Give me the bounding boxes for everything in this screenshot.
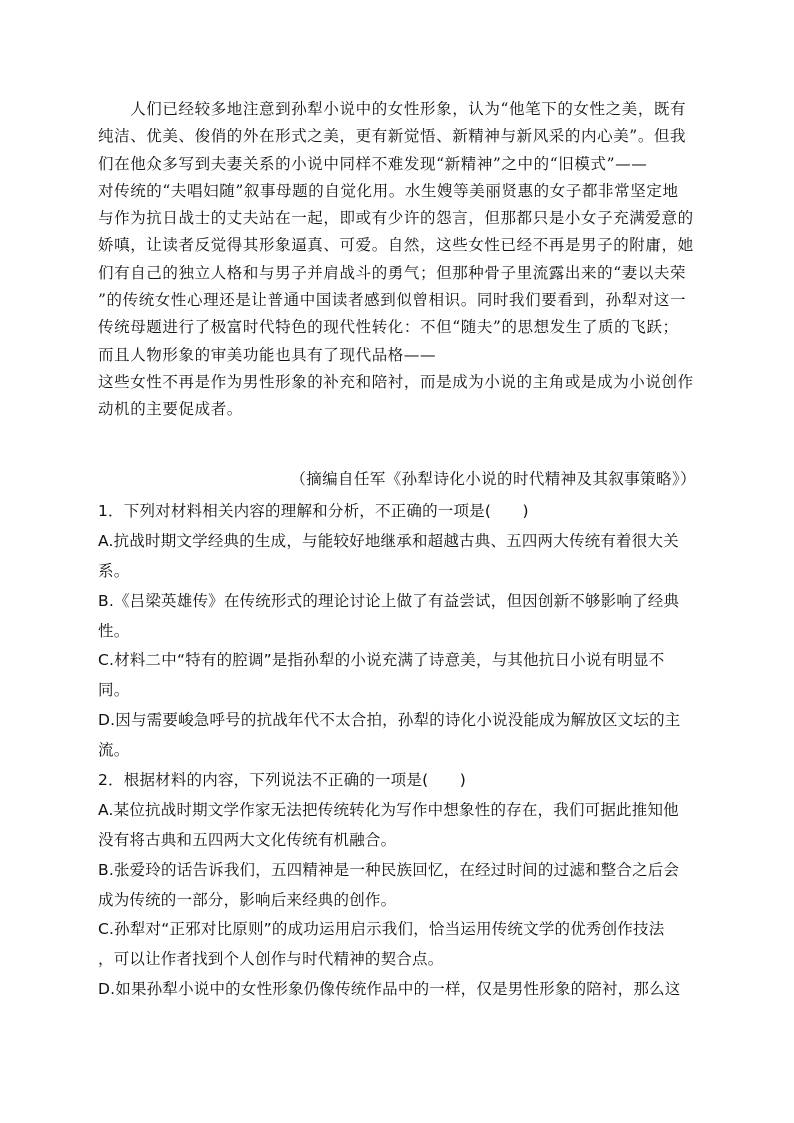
question-2-option-c-cont: ，可以让作者找到个人创作与时代精神的契合点。 xyxy=(98,950,444,969)
passage-line: 与作为抗日战士的丈夫站在一起，即或有少许的怨言，但那都只是小女子充满爱意的 xyxy=(98,209,694,228)
question-1-option-b: B.《吕梁英雄传》在传统形式的理论讨论上做了有益尝试，但因创新不够影响了经典 xyxy=(98,591,680,610)
question-2-option-d: D.如果孙犁小说中的女性形象仍像传统作品中的一样，仅是男性形象的陪衬，那么这 xyxy=(98,980,681,999)
question-1-stem: 1．下列对材料相关内容的理解和分析，不正确的一项是( ) xyxy=(98,502,529,520)
passage-line: 们在他众多写到夫妻关系的小说中同样不难发现“新精神”之中的“旧模式”—— xyxy=(98,154,648,173)
passage-line: 对传统的“夫唱妇随”叙事母题的自觉化用。水生嫂等美丽贤惠的女子都非常坚定地 xyxy=(98,181,679,200)
question-1-option-c: C.材料二中“特有的腔调”是指孙犁的小说充满了诗意美，与其他抗日小说有明显不 xyxy=(98,651,665,670)
passage-line: 动机的主要促成者。 xyxy=(98,400,243,419)
question-list xyxy=(98,497,698,1005)
passage-line: ”的传统女性心理还是让普通中国读者感到似曾相识。同时我们要看到，孙犁对这一 xyxy=(98,291,687,310)
passage-line: 这些女性不再是作为男性形象的补充和陪衬，而是成为小说的主角或是成为小说创作 xyxy=(98,372,694,391)
question-2-option-a: A.某位抗战时期文学作家无法把传统转化为写作中想象性的存在，我们可据此推知他 xyxy=(98,800,679,819)
question-1-option-d: D.因与需要峻急呼号的抗战年代不太合拍，孙犁的诗化小说没能成为解放区文坛的主 xyxy=(98,711,681,730)
question-1-option-a-cont: 系。 xyxy=(98,561,130,580)
question-1-option-b-cont: 性。 xyxy=(98,621,130,640)
question-1-option-c-cont: 同。 xyxy=(98,681,130,700)
question-2-option-c: C.孙犁对“正邪对比原则”的成功运用启示我们，恰当运用传统文学的优秀创作技法 xyxy=(98,920,665,939)
reading-passage xyxy=(98,96,692,424)
question-1-option-d-cont: 流。 xyxy=(98,741,130,760)
passage-line: 传统母题进行了极富时代特色的现代性转化：不但“随夫”的思想发生了质的飞跃； xyxy=(98,318,679,337)
question-2-option-b: B.张爱玲的话告诉我们，五四精神是一种民族回忆，在经过时间的过滤和整合之后会 xyxy=(98,860,680,879)
question-1-option-a: A.抗战时期文学经典的生成，与能较好地继承和超越古典、五四两大传统有着很大关 xyxy=(98,531,679,550)
passage-line: 而且人物形象的审美功能也具有了现代品格—— xyxy=(98,345,437,364)
passage-line: 们有自己的独立人格和与男子并肩战斗的勇气；但那种骨子里流露出来的“妻以夫荣 xyxy=(98,263,687,282)
passage-line: 纯洁、优美、俊俏的外在形式之美，更有新觉悟、新精神与新风采的内心美”。但我 xyxy=(98,127,687,146)
passage-line: 娇嗔，让读者反觉得其形象逼真、可爱。自然，这些女性已经不再是男子的附庸，她 xyxy=(98,236,694,255)
question-2-option-a-cont: 没有将古典和五四两大文化传统有机融合。 xyxy=(98,830,397,849)
question-2-option-b-cont: 成为传统的一部分，影响后来经典的创作。 xyxy=(98,890,397,909)
question-2-stem: 2．根据材料的内容，下列说法不正确的一项是( ) xyxy=(98,771,466,790)
passage-line: 人们已经较多地注意到孙犁小说中的女性形象，认为“他笔下的女性之美，既有 xyxy=(98,100,687,118)
passage-citation: （摘编自任军《孙犁诗化小说的时代精神及其叙事策略》） xyxy=(290,470,696,488)
